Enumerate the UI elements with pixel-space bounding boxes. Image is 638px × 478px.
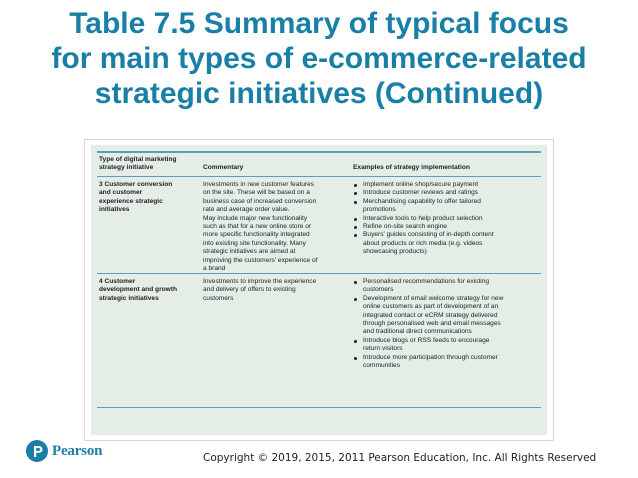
commentary-line: more specific functionality integrated bbox=[203, 231, 310, 239]
header-examples bbox=[353, 164, 470, 172]
row-3-type bbox=[99, 181, 199, 215]
commentary-line: strategic initiatives are aimed at bbox=[203, 248, 296, 256]
pearson-wordmark: Pearson bbox=[52, 442, 103, 459]
row-separator-rule bbox=[97, 273, 541, 274]
example-bullet-item bbox=[353, 215, 541, 223]
table-panel bbox=[91, 145, 547, 435]
commentary-line: on the site. These will be based on a bbox=[203, 189, 310, 197]
table-top-rule bbox=[97, 151, 541, 153]
example-line: Personalised recommendations for existing bbox=[363, 278, 490, 285]
table-bottom-rule bbox=[97, 407, 541, 408]
copyright-notice: Copyright © 2019, 2015, 2011 Pearson Education, Inc. All Rights Reserved bbox=[203, 452, 597, 464]
type-line: experience strategic bbox=[99, 197, 163, 205]
row-3-commentary bbox=[203, 181, 349, 273]
type-line: 3 Customer conversion bbox=[99, 181, 173, 188]
commentary-line: into existing site functionality. Many bbox=[203, 239, 306, 247]
example-line: and traditional direct communications bbox=[363, 328, 472, 336]
type-line: development and growth bbox=[99, 286, 178, 294]
slide-title bbox=[0, 6, 638, 111]
table-image bbox=[84, 139, 554, 441]
commentary-line: Investments to improve the experience bbox=[203, 278, 317, 285]
example-line: promotions bbox=[363, 206, 396, 214]
header-commentary bbox=[203, 164, 243, 172]
example-line: communities bbox=[363, 362, 401, 370]
example-line: Introduce blogs or RSS feeds to encourage bbox=[363, 336, 490, 344]
example-line: Interactive tools to help product selection bbox=[363, 214, 483, 222]
header-type bbox=[99, 156, 199, 173]
example-bullet-item bbox=[353, 181, 541, 189]
header-examples-text: Examples of strategy implementation bbox=[353, 164, 470, 171]
example-bullet-item bbox=[353, 337, 541, 354]
commentary-line: business case of increased conversion bbox=[203, 197, 317, 205]
commentary-line: Investments in new customer features bbox=[203, 181, 315, 188]
header-type-line: strategy initiative bbox=[99, 164, 154, 172]
title-line: strategic initiatives (Continued) bbox=[94, 77, 544, 110]
title-line: Table 7.5 Summary of typical focus bbox=[69, 7, 569, 40]
commentary-line: such as that for a new online store or bbox=[203, 223, 312, 231]
example-bullet-item bbox=[353, 295, 541, 337]
commentary-line: a brand bbox=[203, 265, 226, 273]
example-bullet-item bbox=[353, 198, 541, 215]
row-4-commentary bbox=[203, 278, 349, 303]
example-line: through personalised web and email messages bbox=[363, 320, 501, 328]
example-bullet-item bbox=[353, 354, 541, 371]
example-bullet-item bbox=[353, 231, 541, 256]
example-line: Implement online shop/secure payment bbox=[363, 181, 479, 188]
example-line: integrated contact or eCRM strategy delivered bbox=[363, 311, 498, 319]
example-line: online customers as part of development of an bbox=[363, 303, 499, 311]
commentary-line: customers bbox=[203, 294, 234, 302]
example-line: about products or rich media (e.g. videos bbox=[363, 239, 483, 247]
title-line: for main types of e-commerce-related bbox=[51, 42, 587, 75]
type-line: initiatives bbox=[99, 206, 130, 214]
commentary-line: improving the customers' experience of bbox=[203, 256, 318, 264]
example-line: customers bbox=[363, 286, 394, 294]
example-line: Buyers' guides consisting of in-depth content bbox=[363, 231, 494, 239]
type-line: strategic initiatives bbox=[99, 294, 159, 302]
pearson-p-logo-icon bbox=[26, 440, 48, 462]
pearson-logo bbox=[26, 440, 102, 462]
row-3-examples bbox=[353, 181, 541, 257]
header-commentary-text: Commentary bbox=[203, 164, 244, 171]
type-line: and customer bbox=[99, 189, 143, 197]
commentary-line: and delivery of offers to existing bbox=[203, 286, 296, 294]
example-line: Refine on-site search engine bbox=[363, 223, 447, 231]
example-line: showcasing products) bbox=[363, 248, 427, 256]
header-type-line: Type of digital marketing bbox=[99, 156, 177, 163]
commentary-line: rate and average order value. bbox=[203, 206, 290, 214]
example-bullet-item bbox=[353, 189, 541, 197]
example-line: Merchandising capability to offer tailored bbox=[363, 197, 481, 205]
example-line: Introduce more participation through customer bbox=[363, 353, 498, 361]
example-line: return visitors bbox=[363, 345, 403, 353]
header-bottom-rule bbox=[97, 176, 541, 177]
row-4-type bbox=[99, 278, 199, 303]
example-line: Introduce customer reviews and ratings bbox=[363, 189, 479, 197]
type-line: 4 Customer bbox=[99, 278, 136, 285]
example-line: Development of email welcome strategy for new bbox=[363, 294, 504, 302]
example-bullet-item bbox=[353, 278, 541, 295]
row-4-examples bbox=[353, 278, 541, 370]
example-bullet-item bbox=[353, 223, 541, 231]
commentary-line: May include major new functionality bbox=[203, 214, 308, 222]
